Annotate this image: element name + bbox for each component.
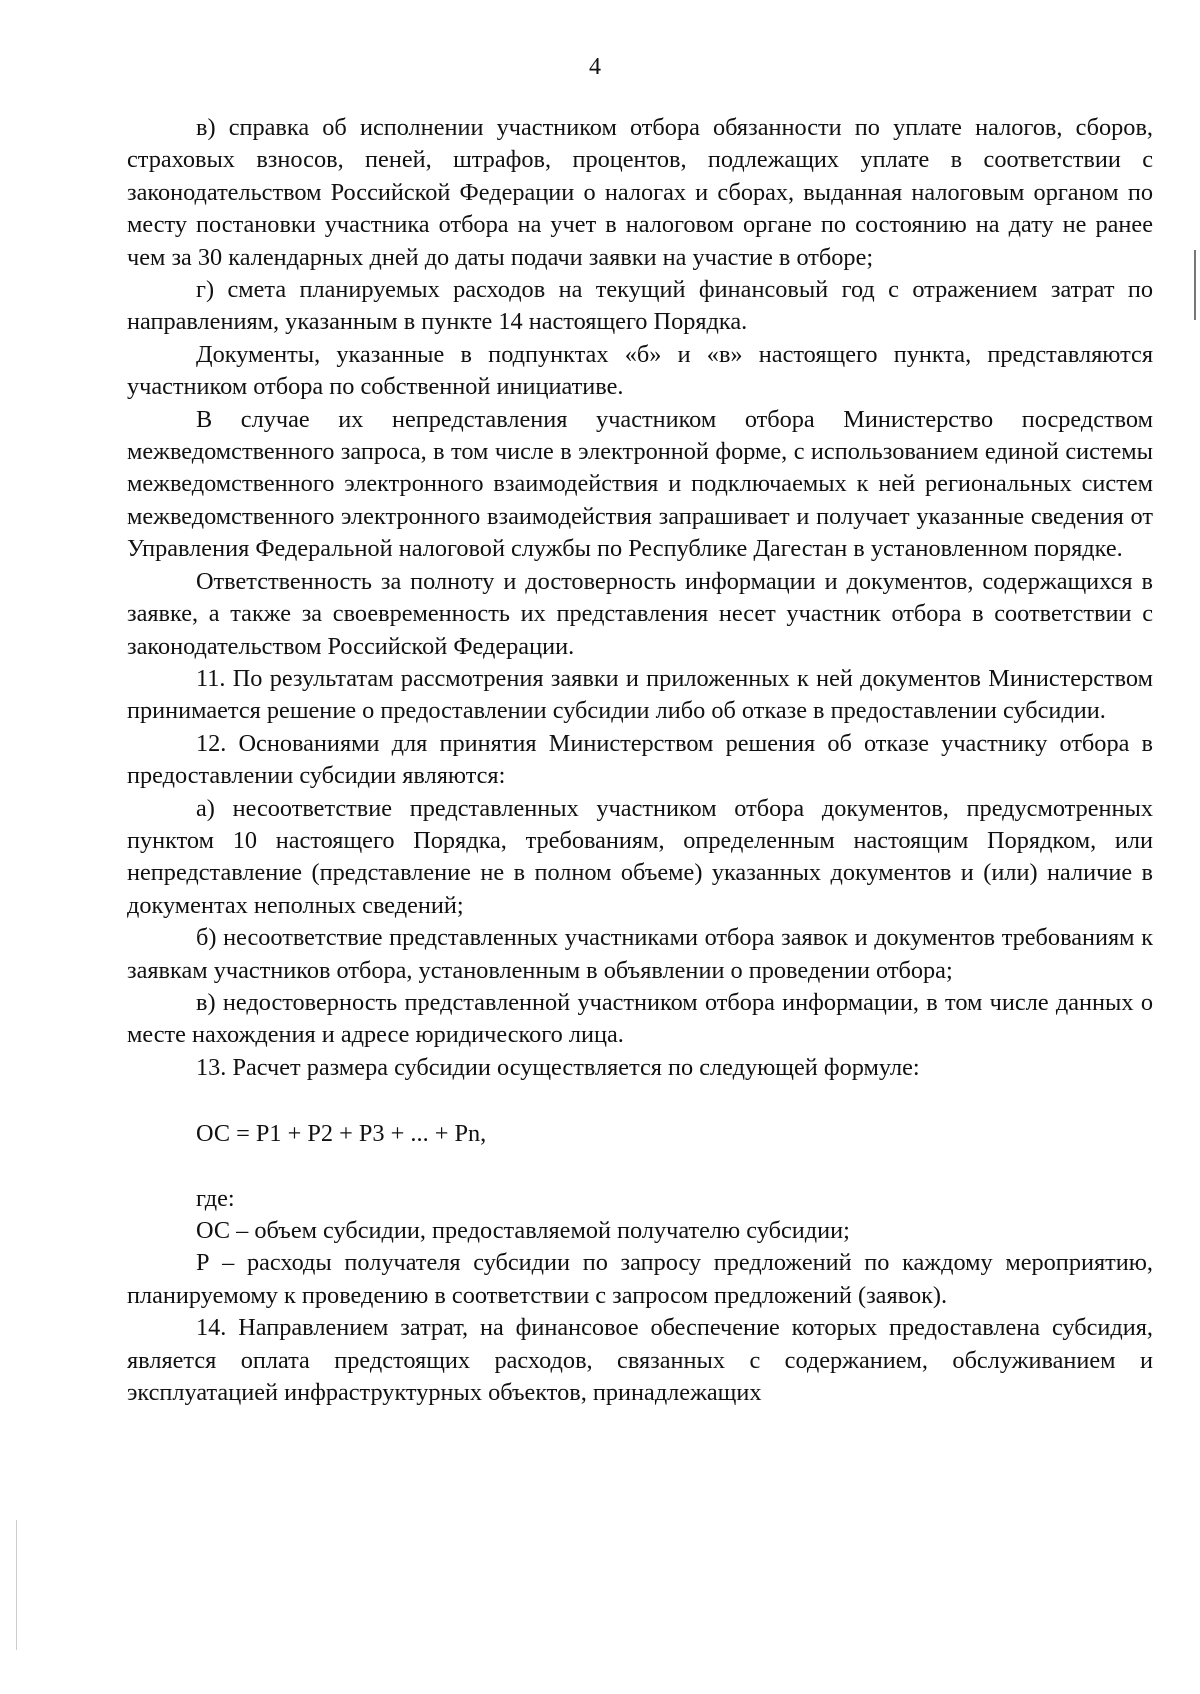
paragraph-item-12-b: б) несоответствие представленных участниками отбора заявок и документов требованиям к заявкам участников отбора, установленным в объявлении о проведении отбора; [127, 924, 1153, 984]
definition-os: ОС – объем субсидии, предоставляемой получателю субсидии; [196, 1217, 850, 1244]
paragraph-documents-initiative: Документы, указанные в подпунктах «б» и «в» настоящего пункта, представляются участником отбора по собственной инициативе. [127, 340, 1153, 401]
paragraph-item-14: 14. Направлением затрат, на финансовое обеспечение которых предоставлена субсидия, является оплата предстоящих расходов, связанных с содержанием, обслуживанием и эксплуатацией инфраструктурных объектов, принадлежащих [127, 1314, 1153, 1407]
subsidy-formula: ОС = Р1 + Р2 + Р3 + ... + Рn, [196, 1120, 487, 1148]
where-label: где: [196, 1184, 235, 1212]
paragraph-item-12-v: в) недостоверность представленной участником отбора информации, в том числе данных о месте нахождения и адресе юридического лица. [127, 988, 1153, 1049]
scan-edge-mark-left [16, 1520, 17, 1650]
paragraph-item-12: 12. Основаниями для принятия Министерством решения об отказе участнику отбора в предоставлении субсидии являются: [127, 729, 1153, 790]
document-body [127, 112, 1153, 1409]
paragraph-interagency-request: В случае их непредставления участником отбора Министерство посредством межведомственного запроса, в том числе в электронной форме, с использованием единой системы межведомственного электронного взаимодействия и подключаемых к ней региональных систем межведомственного электронного взаимодействия запрашивает и получает указанные сведения от Управления Федеральной налоговой службы по Республике Дагестан в установленном порядке. [127, 405, 1153, 563]
paragraph-certificate-taxes: в) справка об исполнении участником отбора обязанности по уплате налогов, сборов, страховых взносов, пеней, штрафов, процентов, подлежащих уплате в соответствии с законодательством Российской Федерации о налогах и сборах, выданная налоговым органом по месту постановки участника отбора на учет в налоговом органе по состоянию на дату не ранее чем за 30 календарных дней до даты подачи заявки на участие в отборе; [127, 114, 1153, 271]
page-number: 4 [589, 54, 601, 80]
scan-edge-mark [1194, 250, 1196, 320]
paragraph-responsibility: Ответственность за полноту и достоверность информации и документов, содержащихся в заявке, а также за своевременность их представления несет участник отбора в соответствии с законодательством Российской Федерации. [127, 567, 1153, 660]
paragraph-item-13: 13. Расчет размера субсидии осуществляется по следующей формуле: [196, 1053, 920, 1081]
paragraph-item-11: 11. По результатам рассмотрения заявки и приложенных к ней документов Министерством принимается решение о предоставлении субсидии либо об отказе в предоставлении субсидии. [127, 664, 1153, 725]
paragraph-item-12-a: а) несоответствие представленных участником отбора документов, предусмотренных пунктом 10 настоящего Порядка, требованиям, определенным настоящим Порядком, или непредставление (представление не в полном объеме) указанных документов и (или) наличие в документах неполных сведений; [127, 794, 1153, 919]
paragraph-expense-estimate: г) смета планируемых расходов на текущий финансовый год с отражением затрат по направлениям, указанным в пункте 14 настоящего Порядка. [127, 276, 1153, 336]
definition-p: Р – расходы получателя субсидии по запросу предложений по каждому мероприятию, планируемому к проведению в соответствии с запросом предложений (заявок). [127, 1249, 1153, 1309]
